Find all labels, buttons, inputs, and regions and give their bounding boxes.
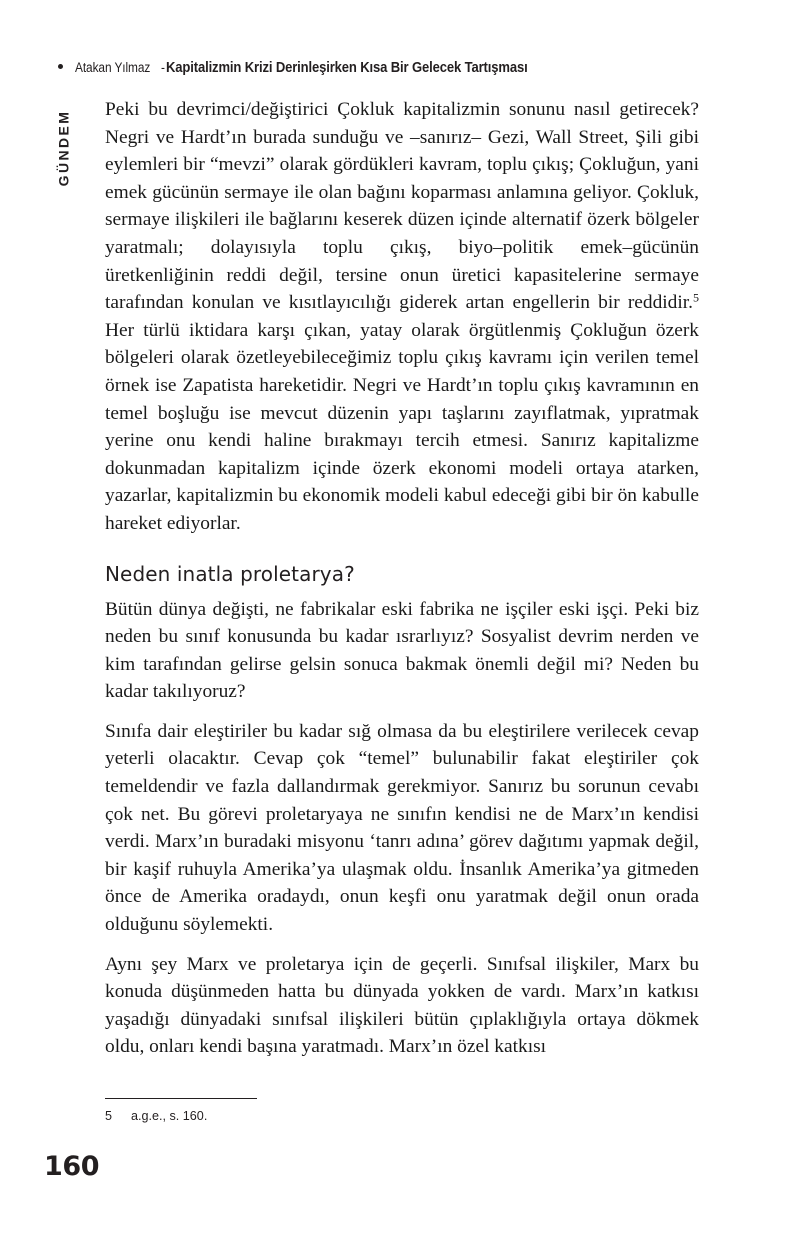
section-heading: Neden inatla proletarya?	[105, 561, 355, 586]
running-head-separator: -	[160, 60, 165, 75]
footnote-reference-5[interactable]: 5	[692, 290, 699, 305]
running-head-title: Kapitalizmin Krizi Derinleşirken Kısa Bir Gelecek Tartışması	[166, 60, 528, 76]
paragraph-coklugun-toplu-cikis	[105, 96, 699, 538]
paragraph-sinifa-dair-elestiriler: Sınıfa dair eleştiriler bu kadar sığ olmasa da bu eleştirilere verilecek cevap yeterli olacaktır. Cevap çok “temel” bulunabilir fakat eleştiriler çok temeldendir ve fazla dallandırmak gerekmiyor. Sanırız bu sorunun cevabı çok net. Bu görevi proletaryaya ne sınıfın kendisi ne de Marx’ın kendisi verdi. Marx’ın buradaki misyonu ‘tanrı adına’ görev dağıtımı yapmak değil, bir kaşif ruhuyla Amerika’ya ulaşmak oldu. İnsanlık Amerika’ya gitmeden önce de Amerika oradaydı, onun keşfi onu yaratmak değil onun orada olduğunu söylemekti.	[105, 720, 699, 936]
paragraph-text-after-note: Her türlü iktidara karşı çıkan, yatay olarak örgütlenmiş Çokluğun özerk bölgeleri olarak özetleyebileceğimiz toplu çıkış kavramı için verilen temel örnek ise Zapatista hareketidir. Negri ve Hardt’ın toplu çıkış kavramının en temel boşluğu ise mevcut düzenin yapı taşlarını zayıflatmak, yıpratmak yerine onu kendi haline bırakmayı tercih etmesi. Sanırız kapitalizme dokunmadan kapitalizm içinde özerk ekonomi modeli ortaya atarken, yazarlar, kapitalizmin bu ekonomik modeli kabul edeceği gibi bir ön kabulle hareket ediyorlar.	[105, 319, 699, 534]
footnote-item	[105, 1108, 699, 1125]
page-number: 160	[44, 1151, 100, 1182]
footnote-number: 5	[105, 1109, 113, 1123]
paragraph-text-before-note: Peki bu devrimci/değiştirici Çokluk kapitalizmin sonunu nasıl getirecek? Negri ve Hardt’ın burada sunduğu ve –sanırız– Gezi, Wall Street, Şili gibi eylemleri bir “mevzi” olarak gördükleri kavram, toplu çıkış; Çokluğun, yani emek gücünün sermaye ile olan bağını koparması anlamına geliyor. Çokluk, sermaye ilişkileri ile bağlarını keserek düzen içinde alternatif özerk bölgeler yaratmalı; dolayısıyla toplu çıkış, biyo–politik emek–gücünün üretkenliğinin reddi değil, tersine onun üretici kapasitelerine sermaye tarafından konulan ve kısıtlayıcılığı giderek artan engellerin bir reddidir.	[105, 99, 699, 314]
footnote-separator-rule	[105, 1098, 257, 1099]
footnote-block	[105, 1098, 699, 1125]
section-tab-label: GÜNDEM	[55, 109, 71, 187]
paragraph-ayni-sey-marx: Aynı şey Marx ve proletarya için de geçerli. Sınıfsal ilişkiler, Marx bu konuda düşünmeden hatta bu dünyada yokken de vardı. Marx’ın katkısı yaşadığı dünyadaki sınıfsal ilişkileri bütün çıplaklığıyla ortaya dökmek oldu, onları kendi başına yaratmadı. Marx’ın özel katkısı	[105, 953, 699, 1058]
text-column	[105, 96, 699, 1061]
paragraph-butun-dunya-degisti: Bütün dünya değişti, ne fabrikalar eski fabrika ne işçiler eski işçi. Peki biz neden bu sınıf konusunda bu kadar ısrarlıyız? Sosyalist devrim nerden ve kim tarafından gelirse gelsin sonuca bakmak önemli değil mi? Neden bu kadar takılıyoruz?	[105, 598, 699, 703]
footnote-text: a.g.e., s. 160.	[131, 1109, 208, 1123]
running-head-author: Atakan Yılmaz	[75, 60, 151, 75]
bullet-icon	[58, 64, 63, 69]
running-head	[58, 60, 568, 76]
section-tab	[45, 96, 81, 216]
